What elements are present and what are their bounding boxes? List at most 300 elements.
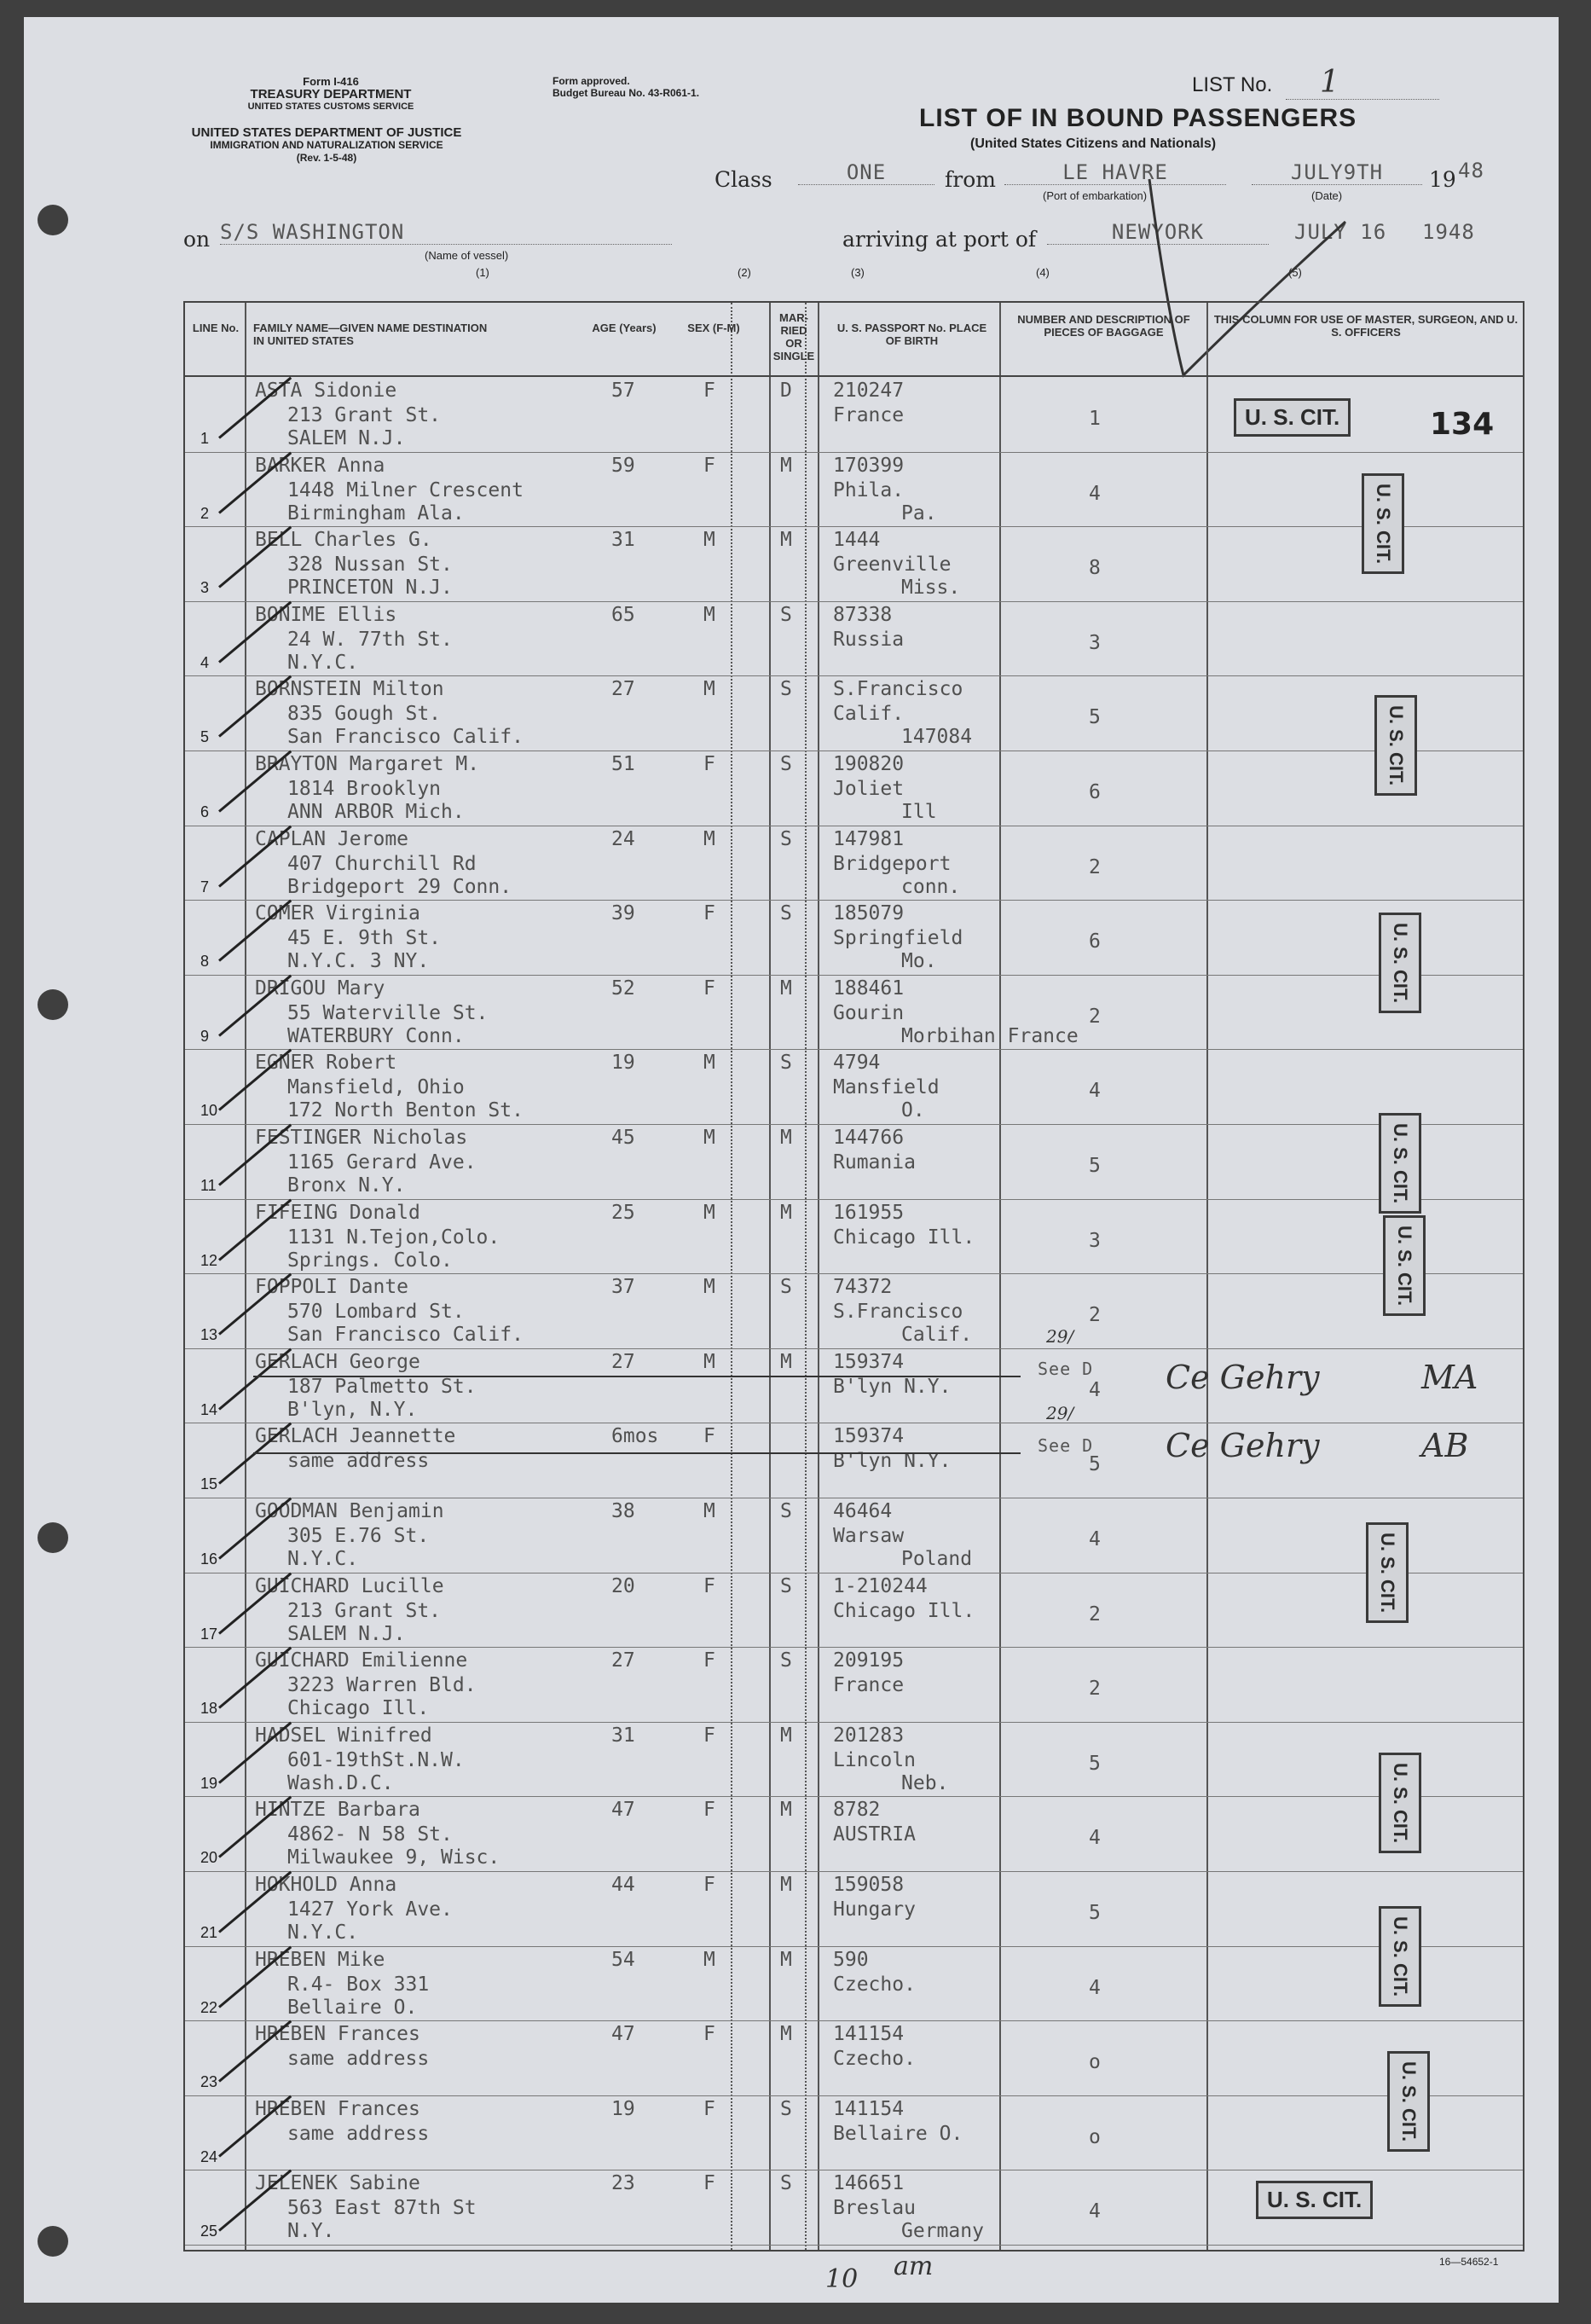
passport-number: 8782 [833, 1799, 881, 1822]
birth-place-1: Phila. [833, 478, 905, 501]
port-of-embarkation: LE HAVRE [1004, 160, 1226, 185]
address-line-1: 1131 N.Tejon,Colo. [287, 1226, 500, 1249]
col-number-1: (1) [476, 266, 489, 279]
form-approved: Form approved. [553, 75, 630, 87]
passenger-name: HINTZE Barbara [255, 1799, 420, 1822]
passport-number: 1444 [833, 529, 881, 552]
birth-place-1: Greenville [833, 553, 952, 577]
address-line-2: Chicago Ill. [287, 1697, 430, 1720]
passport-number: 159374 [833, 1350, 905, 1373]
baggage-count: 6 [1089, 781, 1101, 803]
passenger-age: 54 [611, 1948, 635, 1971]
passenger-sex: F [703, 1874, 715, 1896]
address-line-1: 305 E.76 St. [287, 1525, 430, 1547]
marital-status: M [780, 1874, 792, 1896]
marital-status: S [780, 603, 792, 626]
table-row [185, 1124, 1523, 1198]
see-d-note: See D [1038, 1359, 1094, 1379]
table-row [185, 975, 1523, 1049]
line-number: 15 [200, 1475, 218, 1493]
address-line-2: Milwaukee 9, Wisc. [287, 1846, 500, 1869]
passport-number: 161955 [833, 1201, 905, 1224]
passenger-sex: F [703, 977, 715, 1000]
table-row [185, 452, 1523, 526]
address-line-2: ANN ARBOR Mich. [287, 801, 465, 823]
passenger-age: 19 [611, 2097, 635, 2120]
passenger-name: COMER Virginia [255, 902, 420, 925]
marital-status: S [780, 753, 792, 775]
baggage-count: 4 [1089, 482, 1101, 505]
vessel-caption: (Name of vessel) [425, 249, 509, 262]
treasury-department: TREASURY DEPARTMENT [250, 87, 412, 101]
passenger-age: 31 [611, 1724, 635, 1747]
form-approval [553, 75, 699, 99]
address-line-1: 1165 Gerard Ave. [287, 1151, 477, 1174]
table-row [185, 1722, 1523, 1796]
table-row [185, 1647, 1523, 1721]
list-no-line [1286, 99, 1439, 100]
marital-status: D [780, 380, 792, 402]
year-suffix: 48 [1458, 159, 1484, 183]
passport-number: 87338 [833, 603, 893, 626]
marital-status: S [780, 2172, 792, 2195]
passenger-age: 59 [611, 454, 635, 477]
address-line-1: 407 Churchill Rd [287, 852, 477, 875]
passenger-sex: M [703, 1948, 715, 1971]
address-line-1: 328 Nussan St. [287, 553, 453, 577]
punch-hole [38, 2226, 68, 2257]
birth-place-1: Chicago Ill. [833, 1226, 975, 1249]
marital-status: S [780, 1500, 792, 1522]
passport-number: 590 [833, 1948, 869, 1971]
address-line-1: 563 East 87th St [287, 2197, 477, 2220]
list-no-value: 1 [1320, 65, 1339, 100]
passenger-name: BORNSTEIN Milton [255, 678, 444, 701]
bottom-note-am: am [894, 2252, 934, 2281]
birth-place-2: Neb. [901, 1771, 949, 1794]
birth-place-1: AUSTRIA [833, 1823, 916, 1846]
passport-number: 74372 [833, 1276, 893, 1299]
table-row [185, 2020, 1523, 2095]
birth-place-1: S.Francisco [833, 1301, 963, 1324]
baggage-count: 5 [1089, 1752, 1101, 1775]
header-sex: SEX (F-M) [687, 322, 740, 334]
passenger-name: JELENEK Sabine [255, 2172, 420, 2195]
baggage-count: 1 [1089, 408, 1101, 430]
vessel-name: S/S WASHINGTON [220, 220, 672, 245]
header-age: AGE (Years) [592, 322, 657, 334]
port-embark-caption: (Port of embarkation) [1043, 189, 1148, 202]
passenger-age: 38 [611, 1500, 635, 1522]
address-line-1: 213 Grant St. [287, 404, 442, 426]
address-line-1: R.4- Box 331 [287, 1973, 430, 1996]
form-revision: (Rev. 1-5-48) [296, 152, 357, 164]
birth-place-2: Ill [901, 801, 937, 823]
manifest-page [24, 17, 1559, 2303]
birth-place-1: France [833, 1674, 905, 1697]
class-value: ONE [798, 160, 934, 185]
baggage-count: 3 [1089, 631, 1101, 654]
passport-number: 4794 [833, 1052, 881, 1075]
birth-place-1: Rumania [833, 1151, 916, 1174]
baggage-count: 4 [1089, 1528, 1101, 1550]
table-row [185, 826, 1523, 900]
row-divider [185, 2245, 1523, 2246]
passenger-name: FIFEING Donald [255, 1201, 420, 1224]
address-line-1: 570 Lombard St. [287, 1301, 465, 1324]
table-row [185, 900, 1523, 974]
form-header-treasury [229, 75, 433, 113]
passport-number: 147981 [833, 827, 905, 850]
arrival-date: JULY 16 [1294, 220, 1387, 244]
line-number: 7 [200, 878, 210, 895]
passenger-sex: M [703, 1276, 715, 1299]
table-row [185, 601, 1523, 675]
passenger-sex: M [703, 1500, 715, 1522]
header-passport: U. S. PASSPORT No. PLACE OF BIRTH [836, 322, 987, 347]
marital-status: S [780, 1649, 792, 1672]
marital-status: S [780, 1052, 792, 1075]
baggage-count: o [1089, 2125, 1101, 2148]
passenger-sex: F [703, 1425, 715, 1448]
birth-place-2: Poland [901, 1548, 973, 1570]
baggage-count: 8 [1089, 557, 1101, 580]
marital-status: S [780, 678, 792, 701]
us-citizen-stamp: U. S. CIT. [1362, 473, 1404, 574]
passenger-name: GOODMAN Benjamin [255, 1500, 444, 1522]
table-row [185, 1573, 1523, 1647]
birth-place-1: Gourin [833, 1001, 905, 1024]
date-caption: (Date) [1311, 189, 1343, 202]
passenger-age: 6mos [611, 1425, 659, 1448]
birth-place-1: B'lyn N.Y. [833, 1450, 952, 1473]
line-number: 25 [200, 2223, 218, 2240]
marital-status: M [780, 454, 792, 477]
customs-service: UNITED STATES CUSTOMS SERVICE [247, 101, 414, 112]
us-citizen-stamp: U. S. CIT. [1379, 1753, 1421, 1853]
marital-status: M [780, 977, 792, 1000]
line-number: 14 [200, 1400, 218, 1418]
passport-number: 146651 [833, 2172, 905, 2195]
marital-status: M [780, 1799, 792, 1822]
table-row [185, 1946, 1523, 2020]
passenger-name: GERLACH Jeannette [255, 1425, 456, 1448]
signature-gehry: Ce Gehry [1166, 1359, 1320, 1396]
marital-status: M [780, 1201, 792, 1224]
us-citizen-stamp: U. S. CIT. [1374, 695, 1417, 796]
birth-place-2: 147084 [901, 726, 973, 749]
passenger-name: EGNER Robert [255, 1052, 397, 1075]
birth-place-2: Pa. [901, 501, 937, 524]
birth-place-2: Calif. [901, 1324, 973, 1347]
passenger-age: 31 [611, 529, 635, 552]
us-citizen-stamp: U. S. CIT. [1234, 398, 1351, 437]
table-row [185, 1498, 1523, 1572]
address-line-1: 1814 Brooklyn [287, 778, 442, 800]
marital-status: M [780, 1350, 792, 1373]
baggage-count: 2 [1089, 1005, 1101, 1028]
address-line-1: 1427 York Ave. [287, 1898, 453, 1921]
line-number: 18 [200, 1700, 218, 1718]
baggage-count: 2 [1089, 1678, 1101, 1701]
marital-status: S [780, 1574, 792, 1597]
mark-29: 29/ [1046, 1403, 1074, 1423]
birth-place-1: Joliet [833, 778, 905, 800]
passenger-sex: F [703, 902, 715, 925]
address-line-2: Bellaire O. [287, 1996, 418, 2019]
line-number: 20 [200, 1849, 218, 1867]
passport-number: 210247 [833, 380, 905, 402]
address-line-2: Wash.D.C. [287, 1771, 394, 1794]
passenger-sex: M [703, 1350, 715, 1373]
passenger-age: 65 [611, 603, 635, 626]
passport-number: 190820 [833, 753, 905, 775]
address-line-2: Bridgeport 29 Conn. [287, 875, 512, 898]
birth-place-2: O. [901, 1099, 925, 1122]
passenger-sex: F [703, 2097, 715, 2120]
bottom-note-number: 10 [825, 2264, 859, 2294]
header-officers: THIS COLUMN FOR USE OF MASTER, SURGEON, AND U. S. OFFICERS [1213, 313, 1519, 339]
address-line-2: N.Y.C. [287, 1548, 359, 1570]
passenger-sex: F [703, 2023, 715, 2046]
line-number: 3 [200, 579, 210, 597]
us-citizen-stamp: U. S. CIT. [1383, 1215, 1426, 1316]
address-line-2: N.Y.C. [287, 651, 359, 674]
form-number: Form I-416 [303, 75, 359, 88]
see-d-note: See D [1038, 1435, 1094, 1456]
officer-initials: MA [1421, 1359, 1478, 1396]
line-number: 10 [200, 1102, 218, 1120]
birth-place-2: Mo. [901, 950, 937, 973]
line-number: 21 [200, 1924, 218, 1941]
birth-place-1: B'lyn N.Y. [833, 1375, 952, 1398]
passenger-sex: M [703, 678, 715, 701]
table-row [185, 1199, 1523, 1273]
passenger-age: 20 [611, 1574, 635, 1597]
document-subtitle: (United States Citizens and Nationals) [970, 136, 1217, 151]
passport-number: 159374 [833, 1425, 905, 1448]
passport-number: 209195 [833, 1649, 905, 1672]
line-number: 11 [200, 1177, 217, 1194]
line-number: 1 [200, 430, 210, 447]
passenger-age: 27 [611, 1350, 635, 1373]
header-name: FAMILY NAME—GIVEN NAME DESTINATION IN UNITED STATES [253, 322, 488, 347]
arrival-port: NEWYORK [1047, 220, 1269, 245]
passenger-sex: F [703, 1799, 715, 1822]
address-line-2: SALEM N.J. [287, 427, 406, 449]
baggage-count: 4 [1089, 1976, 1101, 1999]
passenger-age: 45 [611, 1127, 635, 1149]
baggage-count: 2 [1089, 1602, 1101, 1626]
line-number: 4 [200, 653, 210, 671]
address-line-1: 3223 Warren Bld. [287, 1674, 477, 1697]
marital-status: S [780, 1276, 792, 1299]
budget-bureau: Budget Bureau No. 43-R061-1. [553, 87, 700, 99]
punch-hole [38, 205, 68, 235]
footer-code: 16—54652-1 [1439, 2256, 1499, 2268]
address-line-2: Birmingham Ala. [287, 501, 465, 524]
passport-number: 1-210244 [833, 1574, 928, 1597]
us-citizen-stamp: U. S. CIT. [1379, 1906, 1421, 2007]
line-number: 8 [200, 953, 210, 971]
table-row [185, 751, 1523, 825]
address-line-2: 172 North Benton St. [287, 1099, 524, 1122]
address-line-1: Mansfield, Ohio [287, 1076, 465, 1099]
arrival-year: 1948 [1422, 220, 1475, 244]
address-line-2: San Francisco Calif. [287, 1324, 524, 1347]
birth-place-2: Germany [901, 2220, 984, 2243]
table-row [185, 1423, 1523, 1497]
line-number: 9 [200, 1027, 210, 1045]
address-line-1: 601-19thSt.N.W. [287, 1748, 465, 1771]
line-number: 22 [200, 1998, 218, 2016]
address-line-2: Bronx N.Y. [287, 1174, 406, 1197]
passenger-sex: F [703, 2172, 715, 2195]
baggage-count: 4 [1089, 2200, 1101, 2223]
marital-status: M [780, 2023, 792, 2046]
birth-place-2: Morbihan France [901, 1024, 1079, 1047]
passenger-table [183, 301, 1524, 2252]
marital-status: S [780, 827, 792, 850]
table-row [185, 1049, 1523, 1123]
address-line-1: 1448 Milner Crescent [287, 478, 524, 501]
document-title: LIST OF IN BOUND PASSENGERS [919, 104, 1357, 132]
passenger-sex: F [703, 1724, 715, 1747]
punch-hole [38, 1522, 68, 1553]
passenger-name: GERLACH George [255, 1350, 420, 1373]
baggage-count: 6 [1089, 930, 1101, 953]
us-citizen-stamp: U. S. CIT. [1387, 2051, 1430, 2152]
col-number-2: (2) [738, 266, 751, 279]
address-line-1: 24 W. 77th St. [287, 628, 453, 651]
address-line-2: SALEM N.J. [287, 1622, 406, 1645]
baggage-count: 4 [1089, 1080, 1101, 1103]
passport-number: 159058 [833, 1874, 905, 1896]
col-number-3: (3) [851, 266, 865, 279]
passport-number: 170399 [833, 454, 905, 477]
address-line-2: N.Y.C. [287, 1921, 359, 1944]
passenger-age: 25 [611, 1201, 635, 1224]
passenger-name: BELL Charles G. [255, 529, 432, 552]
passenger-name: HREBEN Mike [255, 1948, 385, 1971]
passenger-sex: M [703, 1052, 715, 1075]
us-citizen-stamp: U. S. CIT. [1366, 1522, 1409, 1623]
passenger-age: 39 [611, 902, 635, 925]
us-citizen-stamp: U. S. CIT. [1256, 2181, 1373, 2219]
passport-number: 188461 [833, 977, 905, 1000]
passenger-sex: M [703, 603, 715, 626]
address-line-2: San Francisco Calif. [287, 726, 524, 749]
passenger-sex: F [703, 1649, 715, 1672]
line-number: 13 [200, 1326, 218, 1344]
passport-number: 144766 [833, 1127, 905, 1149]
us-citizen-stamp: U. S. CIT. [1379, 1113, 1421, 1214]
header-married: MAR-RIED OR SINGLE [772, 311, 815, 362]
line-number: 16 [200, 1550, 218, 1568]
passenger-age: 27 [611, 678, 635, 701]
col-number-5: (5) [1288, 266, 1302, 279]
baggage-count: 2 [1089, 1304, 1101, 1327]
header-line-no: LINE No. [192, 322, 240, 334]
passenger-sex: M [703, 1201, 715, 1224]
table-row [185, 1273, 1523, 1347]
birth-place-1: Czecho. [833, 2048, 916, 2071]
baggage-count: 5 [1089, 706, 1101, 729]
passenger-age: 19 [611, 1052, 635, 1075]
line-number: 2 [200, 504, 210, 522]
passport-number: 141154 [833, 2097, 905, 2120]
passenger-age: 24 [611, 827, 635, 850]
passenger-name: BRAYTON Margaret M. [255, 753, 480, 775]
col-number-4: (4) [1036, 266, 1050, 279]
passenger-sex: M [703, 827, 715, 850]
passenger-name: HREBEN Frances [255, 2097, 420, 2120]
address-line-2: N.Y.C. 3 NY. [287, 950, 430, 973]
birth-place-1: Russia [833, 628, 905, 651]
baggage-count: 4 [1089, 1378, 1101, 1401]
passenger-name: FOPPOLI Dante [255, 1276, 409, 1299]
address-line-1: same address [287, 2048, 430, 2071]
line-number: 17 [200, 1625, 218, 1643]
embark-date: JULY9TH [1252, 160, 1422, 185]
passenger-age: 23 [611, 2172, 635, 2195]
page-number: 134 [1430, 407, 1495, 442]
baggage-count: 3 [1089, 1229, 1101, 1252]
birth-place-1: Hungary [833, 1898, 916, 1921]
birth-place-1: Lincoln [833, 1748, 916, 1771]
line-number: 24 [200, 2147, 218, 2165]
address-line-2: B'lyn, N.Y. [287, 1398, 418, 1421]
passenger-name: HREBEN Frances [255, 2023, 420, 2046]
table-row [185, 675, 1523, 750]
passenger-age: 52 [611, 977, 635, 1000]
marital-status: M [780, 529, 792, 552]
us-citizen-stamp: U. S. CIT. [1379, 913, 1421, 1013]
passport-number: S.Francisco [833, 678, 963, 701]
justice-department: UNITED STATES DEPARTMENT OF JUSTICE [191, 125, 462, 140]
birth-place-1: Czecho. [833, 1973, 916, 1996]
baggage-count: o [1089, 2051, 1101, 2074]
passport-number: 46464 [833, 1500, 893, 1522]
passenger-age: 44 [611, 1874, 635, 1896]
birth-place-2: Miss. [901, 577, 961, 600]
passenger-age: 37 [611, 1276, 635, 1299]
passenger-name: ASTA Sidonie [255, 380, 397, 402]
birth-place-1: Breslau [833, 2197, 916, 2220]
table-row [185, 1796, 1523, 1870]
strikeout-line-14 [253, 1376, 1021, 1377]
passenger-sex: F [703, 753, 715, 775]
address-line-2: PRINCETON N.J. [287, 577, 453, 600]
signature-gehry: Ce Gehry [1166, 1427, 1320, 1464]
address-line-1: 45 E. 9th St. [287, 927, 442, 950]
passport-number: 201283 [833, 1724, 905, 1747]
birth-place-1: Chicago Ill. [833, 1599, 975, 1622]
passenger-name: HOKHOLD Anna [255, 1874, 397, 1896]
year-prefix: 19 [1429, 167, 1456, 192]
strikeout-line-15 [253, 1452, 1021, 1454]
birth-place-1: Warsaw [833, 1525, 905, 1547]
passenger-name: FESTINGER Nicholas [255, 1127, 468, 1149]
line-number: 5 [200, 728, 210, 746]
passenger-sex: M [703, 1127, 715, 1149]
marital-status: M [780, 1127, 792, 1149]
passenger-age: 51 [611, 753, 635, 775]
address-line-2: Springs. Colo. [287, 1249, 453, 1272]
address-line-1: 55 Waterville St. [287, 1001, 489, 1024]
birth-place-1: Springfield [833, 927, 963, 950]
baggage-count: 5 [1089, 1453, 1101, 1476]
